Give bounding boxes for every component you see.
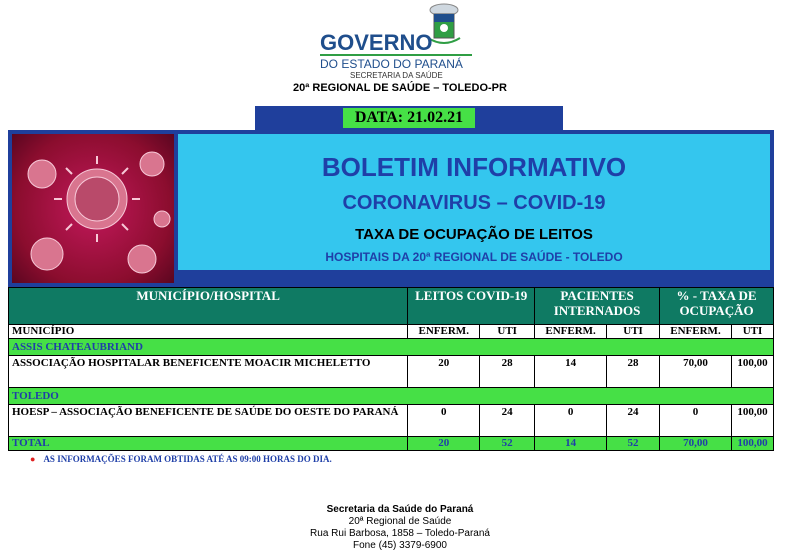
table-header-row — [9, 288, 774, 325]
banner-occupancy-title: TAXA DE OCUPAÇÃO DE LEITOS — [355, 226, 593, 243]
leitos-uti: 24 — [480, 405, 535, 437]
occupancy-table — [8, 287, 774, 451]
logo-state-text: DO ESTADO DO PARANÁ — [320, 54, 472, 71]
municipio-row — [9, 388, 774, 405]
subheader-enferm: ENFERM. — [660, 325, 732, 339]
subheader-enferm: ENFERM. — [408, 325, 480, 339]
taxa-enferm: 0 — [660, 405, 732, 437]
banner-hospitals-title: HOSPITAIS DA 20ª REGIONAL DE SAÚDE - TOLEDO — [325, 250, 623, 264]
subheader-enferm: ENFERM. — [535, 325, 607, 339]
municipio-name: ASSIS CHATEAUBRIAND — [9, 339, 774, 356]
pacientes-uti: 28 — [607, 356, 660, 388]
table-row — [9, 405, 774, 437]
leitos-enferm: 0 — [408, 405, 480, 437]
date-box — [255, 106, 563, 130]
footer-line2: 20ª Regional de Saúde — [348, 516, 452, 527]
footer-line1: Secretaria da Saúde do Paraná — [326, 504, 474, 515]
subheader-uti: UTI — [607, 325, 660, 339]
total-pacientes-enferm: 14 — [535, 437, 607, 451]
footer-line4: Fone (45) 3379-6900 — [353, 540, 447, 551]
pacientes-enferm: 14 — [535, 356, 607, 388]
total-leitos-enferm: 20 — [408, 437, 480, 451]
total-pacientes-uti: 52 — [607, 437, 660, 451]
header-taxa: % - TAXA DE OCUPAÇÃO — [660, 288, 774, 325]
subheader-municipio: MUNICÍPIO — [9, 325, 408, 339]
banner-title-panel — [178, 134, 770, 270]
pacientes-enferm: 0 — [535, 405, 607, 437]
total-label: TOTAL — [9, 437, 408, 451]
info-note — [30, 454, 332, 464]
taxa-uti: 100,00 — [731, 405, 773, 437]
municipio-name: TOLEDO — [9, 388, 774, 405]
coronavirus-image — [12, 134, 174, 283]
coronavirus-icon — [12, 134, 174, 283]
subheader-uti: UTI — [731, 325, 773, 339]
banner-title: BOLETIM INFORMATIVO — [321, 152, 627, 182]
municipio-row — [9, 339, 774, 356]
bulletin-banner — [8, 130, 774, 287]
regional-title: 20ª REGIONAL DE SAÚDE – TOLEDO-PR — [293, 82, 507, 94]
logo-secretaria-text: SECRETARIA DA SAÚDE — [350, 71, 443, 80]
info-note-text: AS INFORMAÇÕES FORAM OBTIDAS ATÉ AS 09:00 HORAS DO DIA. — [43, 454, 332, 464]
header-pacientes: PACIENTES INTERNADOS — [535, 288, 660, 325]
total-row — [9, 437, 774, 451]
banner-subtitle: CORONAVIRUS – COVID-19 — [342, 192, 606, 214]
bullet-icon: ● — [30, 454, 36, 464]
logo-governo-text: GOVERNO — [320, 30, 433, 55]
subheader-uti: UTI — [480, 325, 535, 339]
table-row — [9, 356, 774, 388]
footer-line3: Rua Rui Barbosa, 1858 – Toledo-Paraná — [310, 528, 490, 539]
total-leitos-uti: 52 — [480, 437, 535, 451]
footer — [0, 504, 800, 552]
date-label: DATA: 21.02.21 — [343, 108, 475, 128]
taxa-uti: 100,00 — [731, 356, 773, 388]
hospital-name: ASSOCIAÇÃO HOSPITALAR BENEFICENTE MOACIR MICHELETTO — [9, 356, 408, 388]
header-municipio-hospital: MUNICÍPIO/HOSPITAL — [9, 288, 408, 325]
taxa-enferm: 70,00 — [660, 356, 732, 388]
total-taxa-enferm: 70,00 — [660, 437, 732, 451]
header-leitos: LEITOS COVID-19 — [408, 288, 535, 325]
governo-logo — [320, 2, 480, 80]
table-subheader-row — [9, 325, 774, 339]
total-taxa-uti: 100,00 — [731, 437, 773, 451]
leitos-uti: 28 — [480, 356, 535, 388]
hospital-name: HOESP – ASSOCIAÇÃO BENEFICENTE DE SAÚDE DO OESTE DO PARANÁ — [9, 405, 408, 437]
pacientes-uti: 24 — [607, 405, 660, 437]
leitos-enferm: 20 — [408, 356, 480, 388]
